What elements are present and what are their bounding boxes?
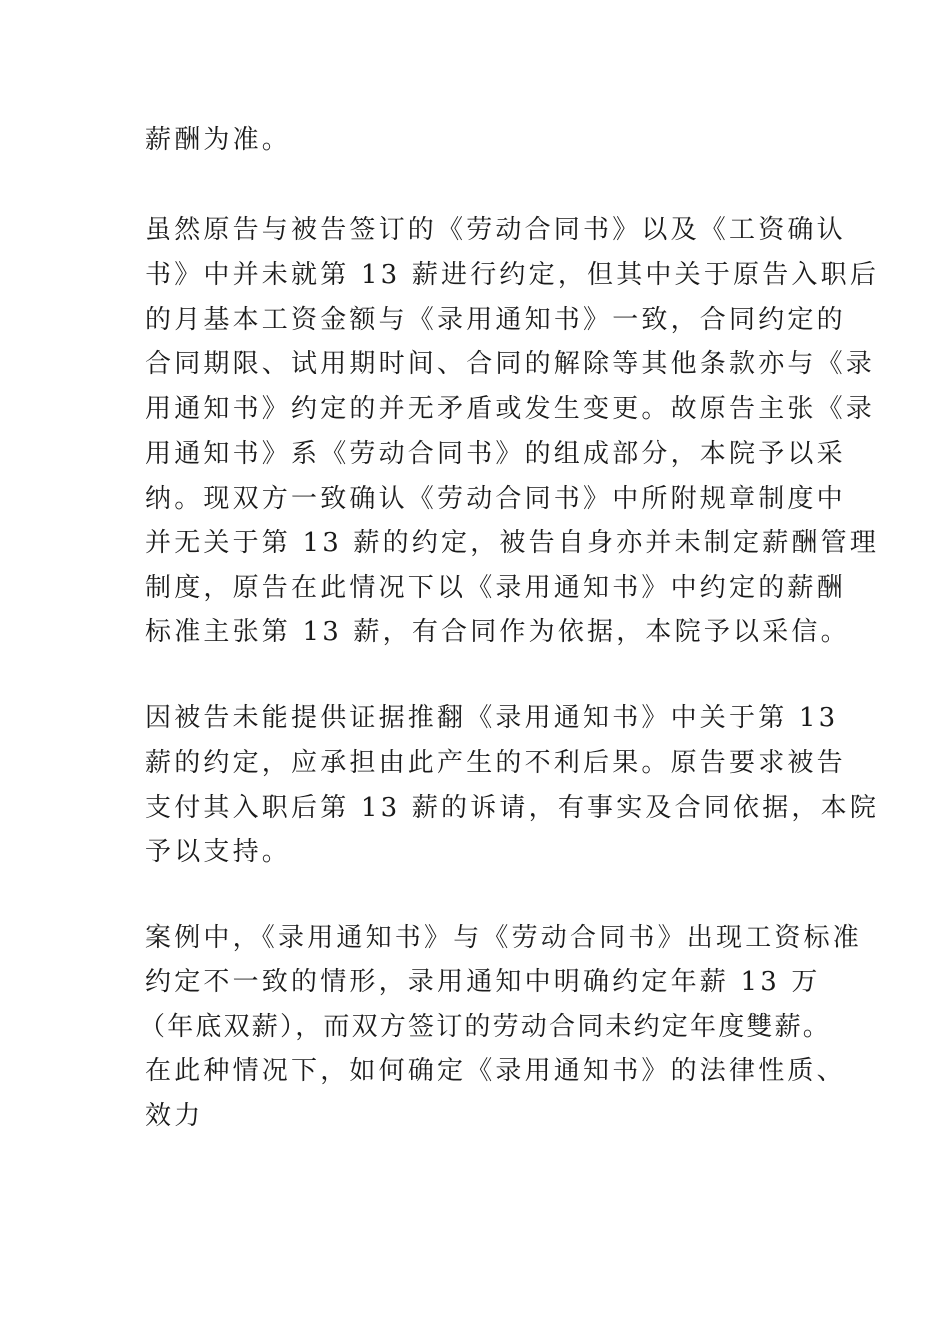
paragraph-2-line-2: 书》中并未就第 13 薪进行约定，但其中关于原告入职后 [145,260,880,290]
paragraph-2-line-3: 的月基本工资金额与《录用通知书》一致，合同约定的 [145,305,846,335]
paragraph-3-line-1: 因被告未能提供证据推翻《录用通知书》中关于第 13 [145,703,839,733]
paragraph-3-line-4: 予以支持。 [145,837,292,867]
paragraph-4-line-2: 约定不一致的情形，录用通知中明确约定年薪 13 万 [145,967,821,997]
paragraph-2-line-8: 并无关于第 13 薪的约定，被告自身亦并未制定薪酬管理 [145,528,880,558]
paragraph-2-line-9: 制度，原告在此情况下以《录用通知书》中约定的薪酬 [145,573,846,603]
paragraph-4-line-4: 在此种情况下，如何确定《录用通知书》的法律性质、 [145,1056,846,1086]
paragraph-2-line-6: 用通知书》系《劳动合同书》的组成部分，本院予以采 [145,439,846,469]
paragraph-2-line-1: 虽然原告与被告签订的《劳动合同书》以及《工资确认 [145,215,846,245]
paragraph-1-line-1: 薪酬为准。 [145,125,292,155]
paragraph-3-line-3: 支付其入职后第 13 薪的诉请，有事实及合同依据，本院 [145,793,880,823]
paragraph-2-line-10: 标准主张第 13 薪，有合同作为依据，本院予以采信。 [145,617,850,647]
paragraph-2-line-7: 纳。现双方一致确认《劳动合同书》中所附规章制度中 [145,484,846,514]
paragraph-2-line-4: 合同期限、试用期时间、合同的解除等其他条款亦与《录 [145,349,876,379]
paragraph-4-line-1: 案例中，《录用通知书》与《劳动合同书》出现工资标准 [145,923,863,953]
paragraph-4-line-3: （年底双薪），而双方签订的劳动合同未约定年度雙薪。 [139,1012,832,1042]
paragraph-3-line-2: 薪的约定，应承担由此产生的不利后果。原告要求被告 [145,748,846,778]
paragraph-2-line-5: 用通知书》约定的并无矛盾或发生变更。故原告主张《录 [145,394,876,424]
paragraph-4-line-5: 效力 [145,1101,204,1131]
